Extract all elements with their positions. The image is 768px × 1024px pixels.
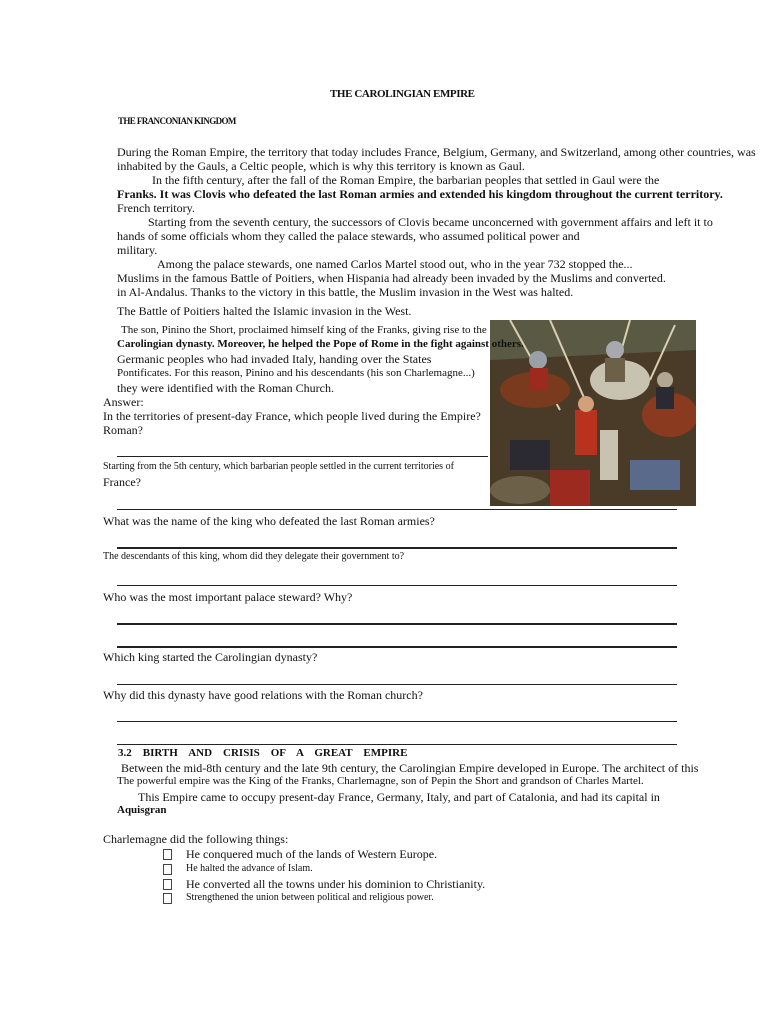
intro-p1-line2: inhabited by the Gauls, a Celtic people, which is why this territory is known as Gaul. (117, 159, 525, 173)
intro-p3-line2: hands of some officials whom they called the palace stewards, who assumed political power and (117, 229, 580, 243)
list-item: He halted the advance of Islam. (186, 863, 313, 874)
intro-p6-line3: Germanic peoples who had invaded Italy, handing over the States (117, 352, 432, 366)
answer-line-7b[interactable] (117, 744, 677, 745)
list-item: He converted all the towns under his dominion to Christianity. (186, 877, 486, 891)
intro-p3-line3: military. (117, 243, 158, 257)
list-item: Strengthened the union between political and religious power. (186, 892, 434, 903)
intro-p2-line1: In the fifth century, after the fall of the Roman Empire, the barbarian peoples that settled in Gaul were the (152, 173, 660, 187)
answer-label: Answer: (103, 395, 144, 409)
question-1-line2: Roman? (103, 423, 143, 437)
question-6: Which king started the Carolingian dynasty? (103, 650, 318, 664)
answer-line-5b[interactable] (117, 646, 677, 648)
answer-line-1[interactable] (117, 456, 488, 457)
intro-p4-line2: Muslims in the famous Battle of Poitiers, when Hispania had already been invaded by the Muslims and converted. (117, 271, 666, 285)
question-2-line1: Starting from the 5th century, which barbarian people settled in the current territories of (103, 461, 454, 472)
intro-p1-line1: During the Roman Empire, the territory that today includes France, Belgium, Germany, and Switzerland, among other countries, was (117, 145, 756, 159)
question-5: Who was the most important palace steward? Why? (103, 590, 353, 604)
section-line1: Between the mid-8th century and the late 9th century, the Carolingian Empire developed in Europe. The architect of this (121, 761, 699, 775)
question-3: What was the name of the king who defeated the last Roman armies? (103, 514, 435, 528)
list-item: He conquered much of the lands of Western Europe. (186, 847, 438, 861)
intro-p6-line2: Carolingian dynasty. Moreover, he helped the Pope of Rome in the fight against others. (117, 338, 524, 350)
intro-p2-line2: Franks. It was Clovis who defeated the last Roman armies and extended his kingdom throughout the current territory. (117, 187, 723, 201)
intro-p2-line3: French territory. (117, 201, 195, 215)
answer-line-4[interactable] (117, 585, 677, 586)
answer-line-3[interactable] (117, 547, 677, 549)
intro-p6-line5: they were identified with the Roman Church. (117, 381, 334, 395)
section-subtitle: THE FRANCONIAN KINGDOM (118, 116, 236, 126)
bullet-box-icon (163, 879, 172, 890)
section-line3: This Empire came to occupy present-day France, Germany, Italy, and part of Catalonia, and had its capital in (138, 790, 660, 804)
list-intro: Charlemagne did the following things: (103, 832, 289, 846)
section-line2: The powerful empire was the King of the Franks, Charlemagne, son of Pepin the Short and grandson of Charles Martel. (117, 775, 644, 787)
bullet-box-icon (163, 864, 172, 875)
answer-line-7a[interactable] (117, 721, 677, 722)
section-line4: Aquisgran (117, 804, 167, 816)
question-1-line1: In the territories of present-day France, which people lived during the Empire? (103, 409, 481, 423)
section-heading: 3.2 BIRTH AND CRISIS OF A GREAT EMPIRE (118, 747, 408, 759)
bullet-box-icon (163, 893, 172, 904)
question-7: Why did this dynasty have good relations with the Roman church? (103, 688, 423, 702)
intro-p6-line4: Pontificates. For this reason, Pinino and his descendants (his son Charlemagne...) (117, 367, 475, 379)
question-4: The descendants of this king, whom did they delegate their government to? (103, 551, 405, 562)
intro-p4-line1: Among the palace stewards, one named Carlos Martel stood out, who in the year 732 stopped the... (157, 257, 633, 271)
question-2-line2: France? (103, 475, 141, 489)
answer-line-5a[interactable] (117, 623, 677, 625)
page-title: THE CAROLINGIAN EMPIRE (330, 88, 475, 100)
bullet-box-icon (163, 849, 172, 860)
intro-p6-line1: The son, Pinino the Short, proclaimed himself king of the Franks, giving rise to the (121, 324, 487, 336)
intro-p4-line3: in Al-Andalus. Thanks to the victory in this battle, the Muslim invasion in the West was halted. (117, 285, 574, 299)
answer-line-6[interactable] (117, 684, 677, 685)
answer-line-2[interactable] (117, 509, 677, 510)
intro-p3-line1: Starting from the seventh century, the successors of Clovis became unconcerned with government affairs and left it to (148, 215, 713, 229)
intro-p5: The Battle of Poitiers halted the Islamic invasion in the West. (117, 304, 412, 318)
